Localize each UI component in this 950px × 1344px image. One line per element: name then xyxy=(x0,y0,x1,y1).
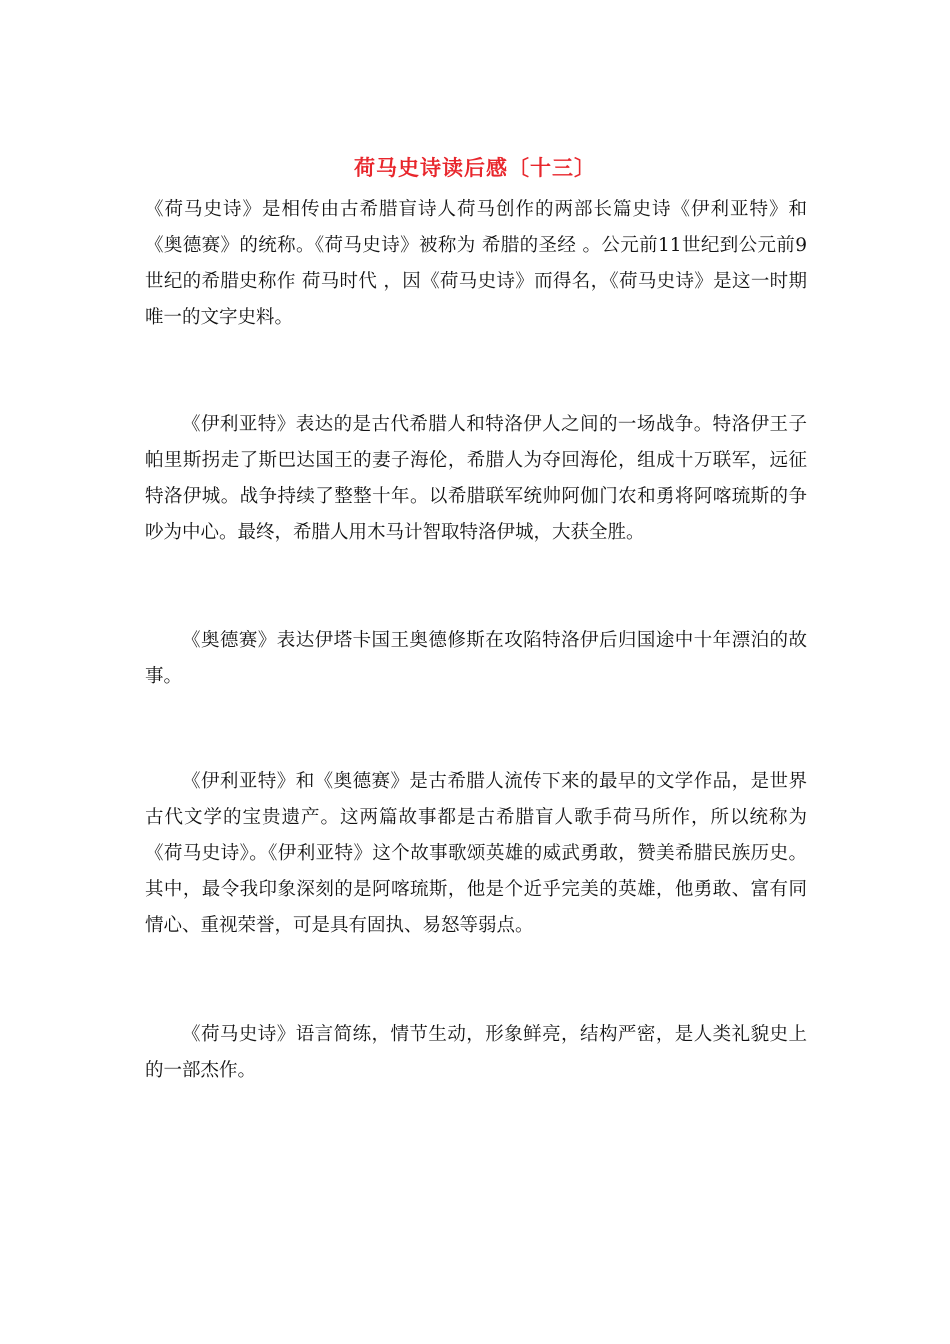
paragraph-conclusion: 《荷马史诗》语言简练，情节生动，形象鲜亮，结构严密，是人类礼貌史上的一部杰作。 xyxy=(145,1024,807,1081)
document-title: 荷马史诗读后感〔十三〕 xyxy=(354,155,596,180)
paragraph-intro: 《荷马史诗》是相传由古希腊盲诗人荷马创作的两部长篇史诗《伊利亚特》和《奥德赛》的统称。《荷马史诗》被称为 希腊的圣经 。公元前11世纪到公元前9世纪的希腊史称作 荷马时代 ，因《荷马史诗》而得名，《荷马史诗》是这一时期唯一的文字史料。 xyxy=(145,199,807,328)
paragraph-odyssey: 《奥德赛》表达伊塔卡国王奥德修斯在攻陷特洛伊后归国途中十年漂泊的故事。 xyxy=(145,630,807,687)
paragraph-iliad: 《伊利亚特》表达的是古代希腊人和特洛伊人之间的一场战争。特洛伊王子帕里斯拐走了斯巴达国王的妻子海伦，希腊人为夺回海伦，组成十万联军，远征特洛伊城。战争持续了整整十年。以希腊联军统帅阿伽门农和勇将阿喀琉斯的争吵为中心。最终，希腊人用木马计智取特洛伊城，大获全胜。 xyxy=(145,414,807,543)
paragraph-reflection: 《伊利亚特》和《奥德赛》是古希腊人流传下来的最早的文学作品，是世界古代文学的宝贵遗产。这两篇故事都是古希腊盲人歌手荷马所作，所以统称为《荷马史诗》。《伊利亚特》这个故事歌颂英雄的威武勇敢，赞美希腊民族历史。其中，最令我印象深刻的是阿喀琉斯，他是个近乎完美的英雄，他勇敢、富有同情心、重视荣誉，可是具有固执、易怒等弱点。 xyxy=(145,771,807,936)
